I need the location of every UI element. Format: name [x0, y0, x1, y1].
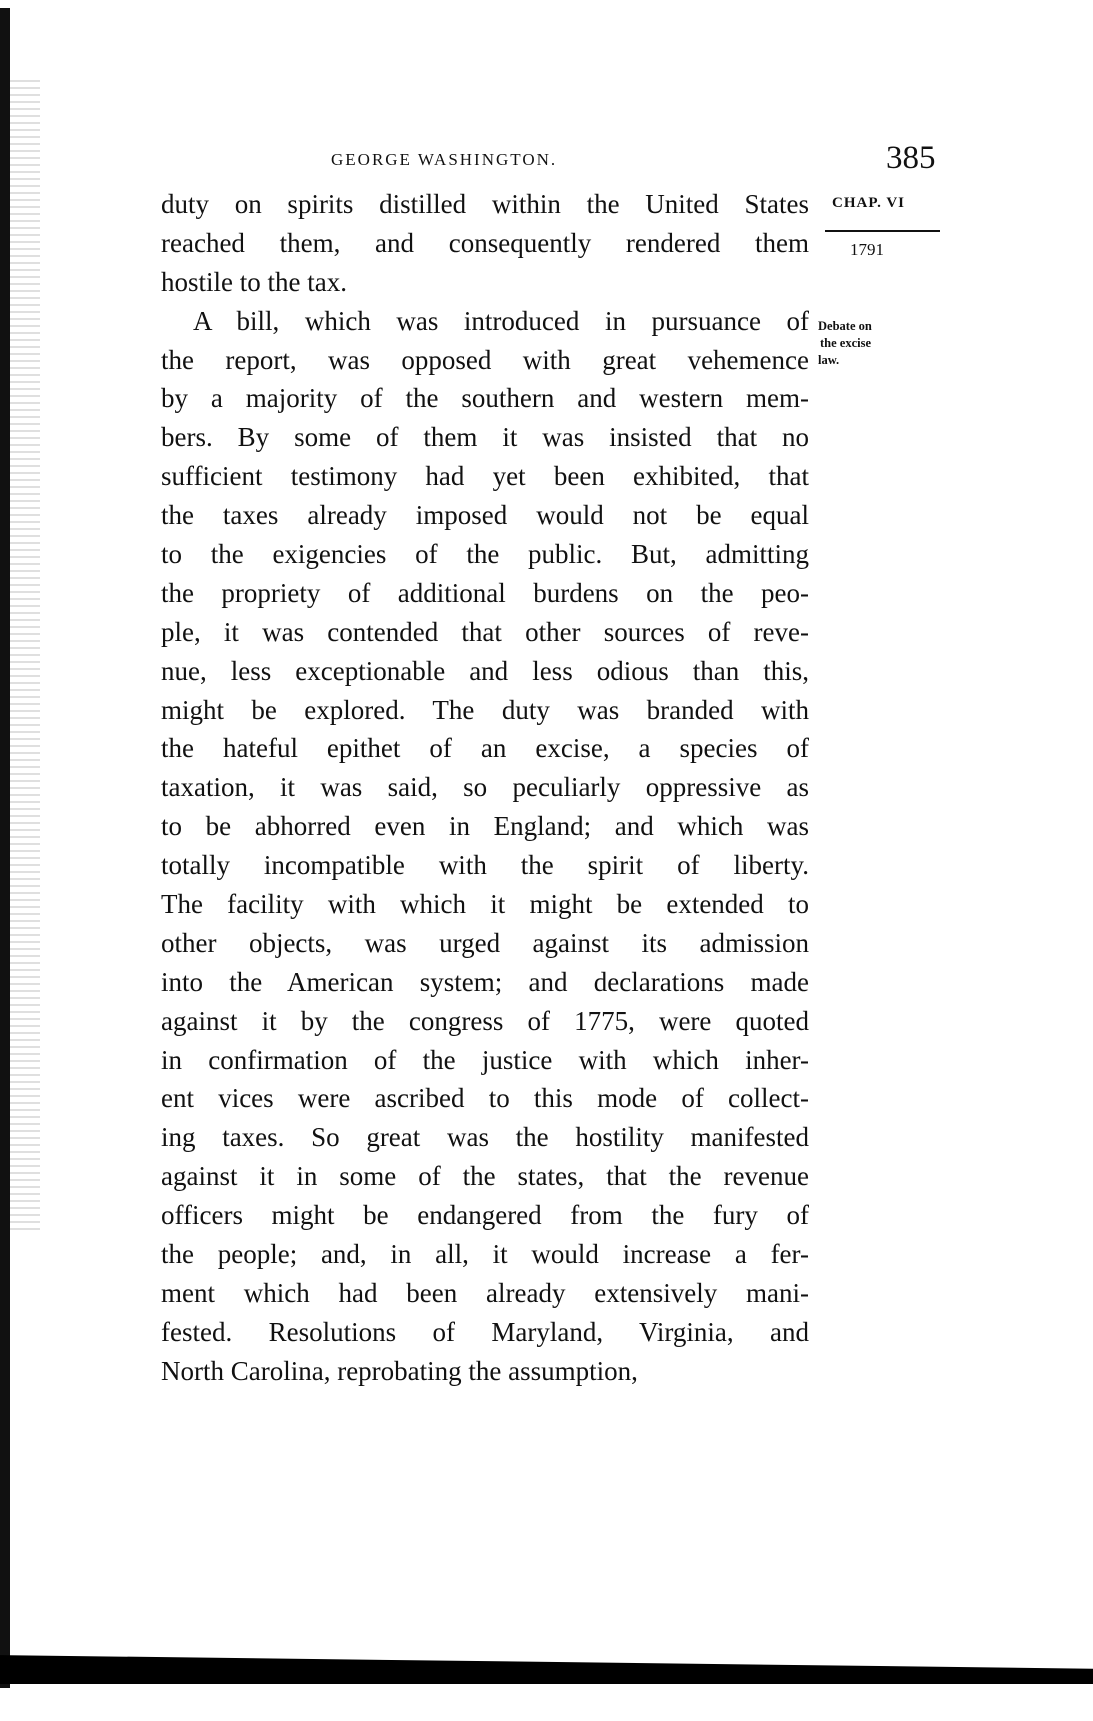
text-line: North Carolina, reprobating the assumption,	[161, 1355, 638, 1386]
scan-noise	[10, 80, 40, 1230]
text-line: to be abhorred even in England; and which was	[161, 811, 809, 842]
text-line: taxation, it was said, so peculiarly oppressive as	[161, 772, 809, 803]
text-line: by a majority of the southern and western mem-	[161, 383, 809, 414]
text-line: against it by the congress of 1775, were quoted	[161, 1005, 809, 1036]
text-line: reached them, and consequently rendered them	[161, 227, 809, 258]
text-line: sufficient testimony had yet been exhibited, that	[161, 461, 809, 492]
text-line: duty on spirits distilled within the United States	[161, 189, 809, 219]
text-line: nue, less exceptionable and less odious than this,	[161, 655, 809, 686]
text-line: bers. By some of them it was insisted that no	[161, 422, 809, 453]
text-line: into the American system; and declarations made	[161, 966, 809, 997]
text-line: the taxes already imposed would not be equal	[161, 500, 809, 531]
text-line: ple, it was contended that other sources of reve-	[161, 616, 809, 647]
running-title: GEORGE WASHINGTON.	[331, 150, 558, 169]
margin-rule	[825, 230, 940, 232]
text-line: hostile to the tax.	[161, 266, 347, 297]
margin-note	[818, 318, 872, 369]
scan-binding-edge	[0, 8, 10, 1688]
text-line: ing taxes. So great was the hostility manifested	[161, 1122, 809, 1153]
text-line: in confirmation of the justice with which inher-	[161, 1044, 809, 1075]
text-line: to the exigencies of the public. But, admitting	[161, 539, 809, 570]
margin-note-line: Debate on	[818, 319, 872, 333]
body-text	[161, 185, 809, 1391]
text-line: the hateful epithet of an excise, a species of	[161, 733, 809, 764]
page-number: 385	[886, 140, 936, 176]
margin-chapter: CHAP. VI	[832, 195, 906, 211]
text-line: against it in some of the states, that the revenue	[161, 1161, 809, 1192]
text-line: the propriety of additional burdens on the peo-	[161, 577, 809, 608]
margin-note-line: the excise	[820, 336, 872, 350]
text-line: ent vices were ascribed to this mode of collect-	[161, 1083, 809, 1114]
text-line: A bill, which was introduced in pursuance of	[193, 305, 809, 336]
text-line: ment which had been already extensively mani-	[161, 1277, 809, 1308]
text-line: officers might be endangered from the fury of	[161, 1200, 809, 1231]
text-line: totally incompatible with the spirit of liberty.	[161, 850, 809, 881]
text-line: The facility with which it might be extended to	[161, 889, 809, 920]
text-line: might be explored. The duty was branded with	[161, 694, 809, 725]
text-line: the report, was opposed with great vehemence	[161, 344, 809, 375]
margin-note-line: law.	[818, 353, 840, 367]
text-line: other objects, was urged against its admission	[161, 927, 809, 958]
margin-year: 1791	[850, 240, 884, 259]
text-line: fested. Resolutions of Maryland, Virginia, and	[161, 1316, 809, 1347]
scan-bottom-edge	[0, 1650, 1093, 1684]
text-line: the people; and, in all, it would increase a fer-	[161, 1239, 809, 1270]
